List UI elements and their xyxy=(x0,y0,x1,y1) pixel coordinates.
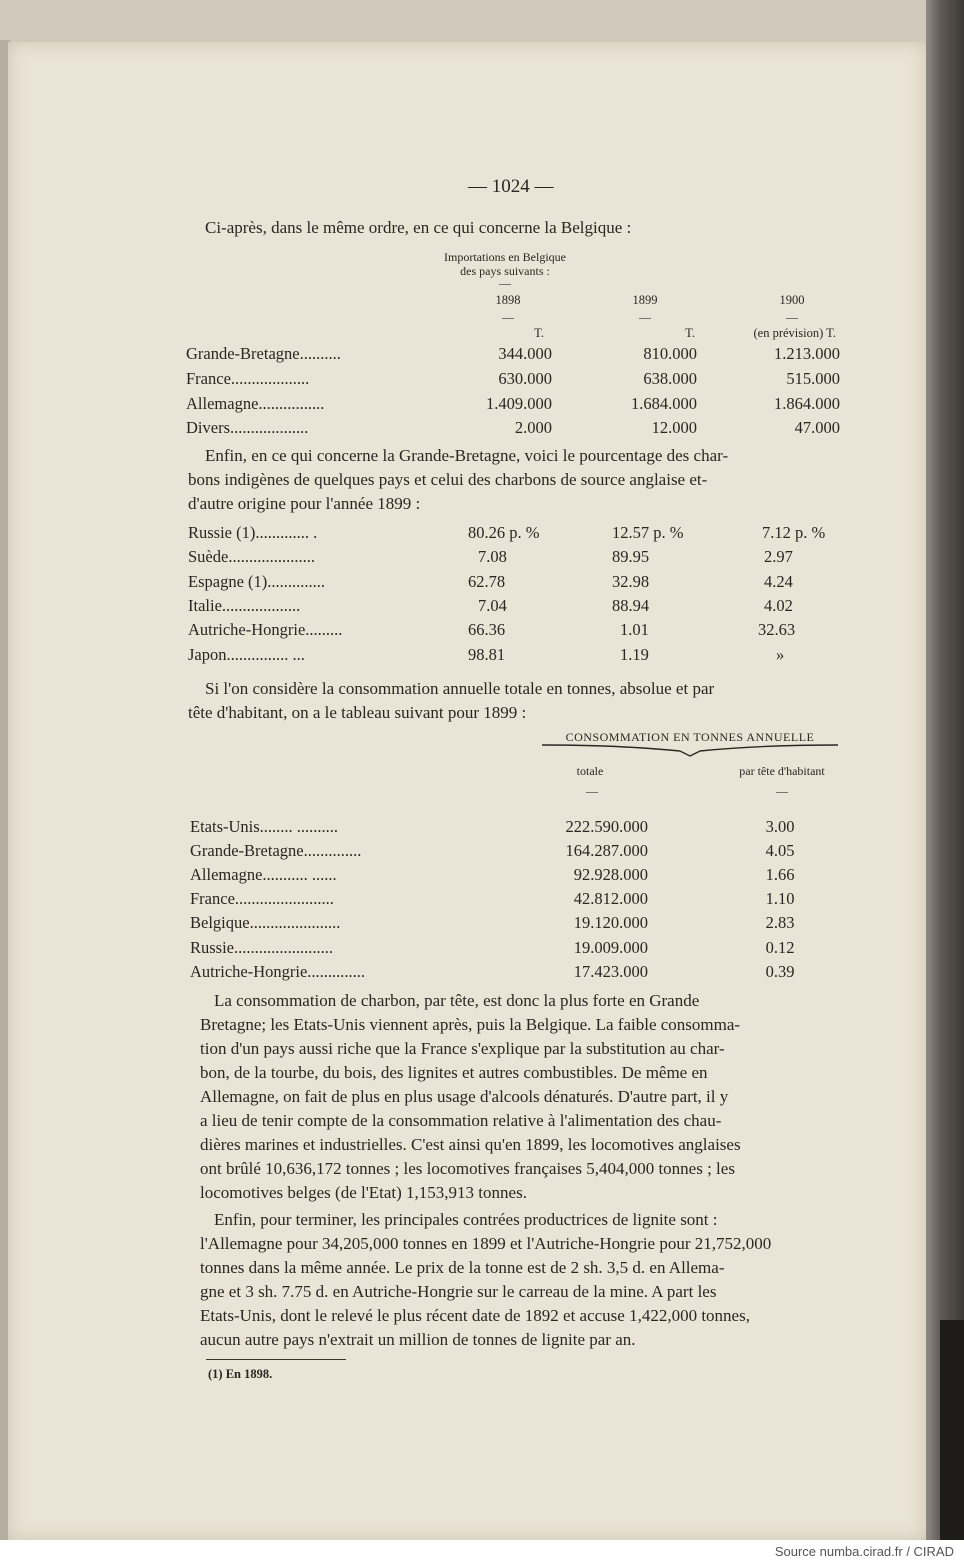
table-row-label: Italie................... xyxy=(188,596,301,615)
paragraph-line: tête d'habitant, on a le tableau suivant pour 1899 : xyxy=(188,703,527,722)
paragraph-line: Enfin, pour terminer, les principales contrées productrices de lignite sont : xyxy=(214,1210,718,1229)
col-dash: — xyxy=(586,784,598,798)
paragraph-line: Etats-Unis, dont le relevé le plus récent date de 1892 et accuse 1,422,000 tonnes, xyxy=(200,1306,750,1325)
table-cell: 1.864.000 xyxy=(774,394,840,413)
table-cell: 1.10 xyxy=(765,889,795,908)
table-cell: 92.928.000 xyxy=(573,865,648,884)
table-row-label: Allemagne................ xyxy=(186,394,325,413)
table-cell: 89.95 xyxy=(612,547,650,566)
year-dash: — xyxy=(639,310,651,324)
table-cell: 7.08 xyxy=(478,547,507,566)
year-1898: 1898 xyxy=(495,293,521,307)
table-cell: 1.19 xyxy=(620,645,649,664)
table-cell: 7.12 p. % xyxy=(762,523,826,542)
table3-header: CONSOMMATION EN TONNES ANNUELLE xyxy=(565,730,815,744)
table-row-label: France........................ xyxy=(190,889,334,908)
table3-col-totale: totale xyxy=(576,764,604,778)
paragraph-line: d'autre origine pour l'année 1899 : xyxy=(188,494,421,513)
paragraph-line: tonnes dans la même année. Le prix de la tonne est de 2 sh. 3,5 d. en Allema- xyxy=(200,1258,725,1277)
page-number: — 1024 — xyxy=(468,176,554,197)
paragraph-line: Bretagne; les Etats-Unis viennent après, puis la Belgique. La faible consomma- xyxy=(200,1015,741,1034)
table-cell: 4.05 xyxy=(765,841,795,860)
table-cell: 7.04 xyxy=(478,596,507,615)
table-cell: 1.684.000 xyxy=(631,394,697,413)
table-cell: 0.39 xyxy=(765,962,795,981)
table-cell: 2.83 xyxy=(765,913,795,932)
table-row-label: Grande-Bretagne.............. xyxy=(190,841,362,860)
table-cell: 1.213.000 xyxy=(774,344,840,363)
table-cell: » xyxy=(776,645,785,664)
table-cell: 638.000 xyxy=(643,369,697,388)
table-cell: 1.66 xyxy=(765,865,795,884)
table-cell: 19.009.000 xyxy=(573,938,648,957)
paragraph-line: locomotives belges (de l'Etat) 1,153,913 tonnes. xyxy=(200,1183,527,1202)
paragraph-line: l'Allemagne pour 34,205,000 tonnes en 1899 et l'Autriche-Hongrie pour 21,752,000 xyxy=(200,1234,772,1253)
table-cell: 98.81 xyxy=(468,645,506,664)
year-1900: 1900 xyxy=(779,293,805,307)
table-cell: 3.00 xyxy=(765,817,795,836)
source-credit: Source numba.cirad.fr / CIRAD xyxy=(774,1544,954,1559)
table-row-label: Divers................... xyxy=(186,418,309,437)
table-row-label: Autriche-Hongrie.............. xyxy=(190,962,366,981)
table3-brace xyxy=(540,743,840,757)
paragraph-line: ont brûlé 10,636,172 tonnes ; les locomotives françaises 5,404,000 tonnes ; les xyxy=(200,1159,735,1178)
table-cell: 80.26 p. % xyxy=(468,523,540,542)
table-cell: 32.63 xyxy=(758,620,796,639)
year-dash: — xyxy=(786,310,798,324)
table-cell: 344.000 xyxy=(498,344,552,363)
table1-title-dash: — xyxy=(499,276,511,290)
table-cell: 88.94 xyxy=(612,596,650,615)
table-cell: 2.97 xyxy=(764,547,793,566)
table-row-label: France................... xyxy=(186,369,310,388)
year-dash: — xyxy=(502,310,514,324)
table3-col-par-tete: par tête d'habitant xyxy=(739,764,825,778)
table-cell: 47.000 xyxy=(794,418,840,437)
table-cell: 0.12 xyxy=(765,938,795,957)
table-cell: 17.423.000 xyxy=(573,962,648,981)
table-row-label: Japon............... ... xyxy=(188,645,305,664)
table-row-label: Belgique...................... xyxy=(190,913,341,932)
table-cell: 32.98 xyxy=(612,572,650,591)
unit-label: T. xyxy=(534,326,544,340)
paragraph-line: Allemagne, on fait de plus en plus usage d'alcools dénaturés. D'autre part, il y xyxy=(200,1087,729,1106)
paragraph-line: bon, de la tourbe, du bois, des lignites et autres combustibles. De même en xyxy=(200,1063,708,1082)
paragraph-line: La consommation de charbon, par tête, est donc la plus forte en Grande xyxy=(214,991,700,1010)
table-cell: 515.000 xyxy=(786,369,840,388)
table-cell: 42.812.000 xyxy=(573,889,648,908)
table-row-label: Suède..................... xyxy=(188,547,315,566)
paragraph-line: dières marines et industrielles. C'est ainsi qu'en 1899, les locomotives anglaises xyxy=(200,1135,741,1154)
table-cell: 4.02 xyxy=(764,596,793,615)
col-dash: — xyxy=(776,784,788,798)
table-cell: 12.000 xyxy=(651,418,697,437)
table-row-label: Espagne (1).............. xyxy=(188,572,326,591)
table-row-label: Etats-Unis........ .......... xyxy=(190,817,339,836)
book-spine xyxy=(926,0,964,1540)
paragraph-line: bons indigènes de quelques pays et celui des charbons de source anglaise et- xyxy=(188,470,708,489)
table-cell: 2.000 xyxy=(514,418,552,437)
table1-title-line1: Importations en Belgique xyxy=(444,250,566,264)
page-top-strip xyxy=(0,0,964,42)
intro-text: Ci-après, dans le même ordre, en ce qui concerne la Belgique : xyxy=(205,218,632,237)
table-cell: 12.57 p. % xyxy=(612,523,684,542)
year-1899: 1899 xyxy=(632,293,658,307)
table-cell: 630.000 xyxy=(498,369,552,388)
table-cell: 66.36 xyxy=(468,620,506,639)
unit-label: (en prévision) T. xyxy=(753,326,836,340)
table-row-label: Russie (1)............. . xyxy=(188,523,318,542)
paragraph-line: tion d'un pays aussi riche que la France s'explique par la substitution au char- xyxy=(200,1039,725,1058)
table-cell: 164.287.000 xyxy=(565,841,648,860)
paragraph-line: aucun autre pays n'extrait un million de tonnes de lignite par an. xyxy=(200,1330,636,1349)
footnote: (1) En 1898. xyxy=(208,1367,273,1381)
paragraph-line: Si l'on considère la consommation annuelle totale en tonnes, absolue et par xyxy=(205,679,715,698)
table-cell: 810.000 xyxy=(643,344,697,363)
paragraph-line: a lieu de tenir compte de la consommation relative à l'alimentation des chau- xyxy=(200,1111,722,1130)
table-cell: 222.590.000 xyxy=(565,817,648,836)
table-row-label: Russie........................ xyxy=(190,938,334,957)
table1-title-line2: des pays suivants : xyxy=(460,264,550,278)
footnote-rule xyxy=(206,1359,346,1360)
spine-ribbon xyxy=(940,1320,964,1540)
table-cell: 19.120.000 xyxy=(573,913,648,932)
table-cell: 1.409.000 xyxy=(486,394,552,413)
table-cell: 62.78 xyxy=(468,572,506,591)
table-row-label: Autriche-Hongrie......... xyxy=(188,620,343,639)
table-cell: 1.01 xyxy=(620,620,649,639)
unit-label: T. xyxy=(685,326,695,340)
table-cell: 4.24 xyxy=(764,572,793,591)
paragraph-line: Enfin, en ce qui concerne la Grande-Bretagne, voici le pourcentage des char- xyxy=(205,446,729,465)
table-row-label: Allemagne........... ...... xyxy=(190,865,337,884)
paragraph-line: gne et 3 sh. 7.75 d. en Autriche-Hongrie sur le carreau de la mine. A part les xyxy=(200,1282,717,1301)
table-row-label: Grande-Bretagne.......... xyxy=(186,344,341,363)
